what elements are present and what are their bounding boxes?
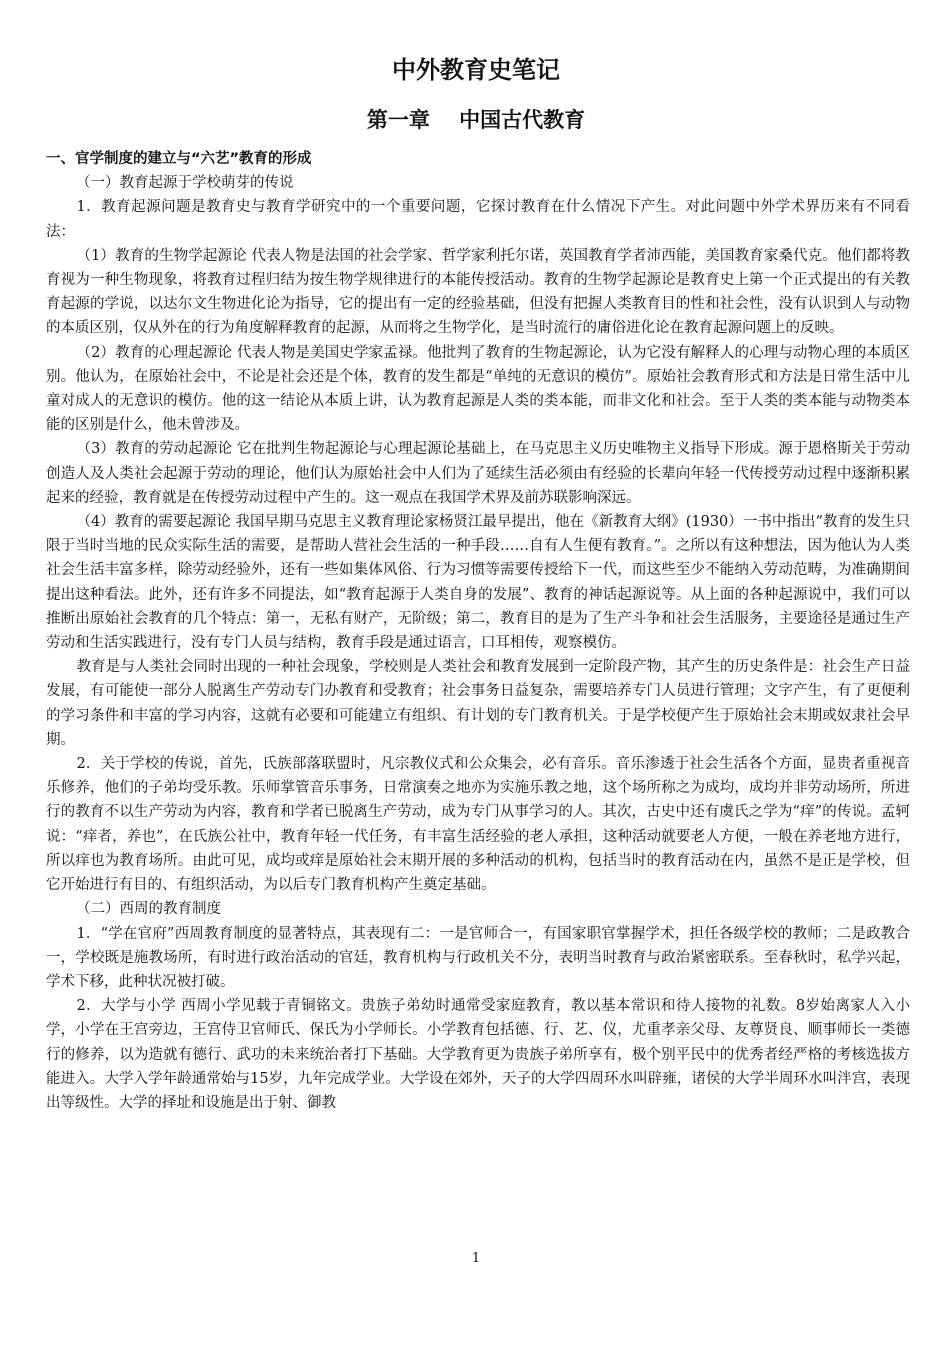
chapter-title: 第一章 中国古代教育 — [366, 108, 586, 132]
page-number: 1 — [471, 1251, 481, 1266]
paragraph: （2）教育的心理起源论 代表人物是美国史学家孟禄。他批判了教育的生物起源论，认为它没有解释人的心理与动物心理的本质区别。他认为，在原始社会中，不论是社会还是个体，教育的发生都是“单纯的无意识的模仿”。原始社会教育形式和方法是日常生活中儿童对成人的无意识的模仿。他的这一结论从本质上讲，认为教育起源是人类的类本能，而非文化和社会。至于人类的类本能与动物类本能的区别是什么，他未曾涉及。 — [46, 344, 910, 434]
paragraph: 2．关于学校的传说，首先，氏族部落联盟时，凡宗教仪式和公众集会，必有音乐。音乐渗透于社会生活各个方面，显贵者重视音乐修养，他们的子弟均受乐教。乐师掌管音乐事务，日常演奏之地亦为实施乐教之地，这个场所称之为成均，成均并非劳动场所，所进行的教育不以生产劳动为内容，教育和学者已脱离生产劳动，成为专门从事学习的人。其次，古史中还有虞氏之学为“痒”的传说。孟轲说：“痒者，养也”，在氏族公社中，教育年轻一代任务，有丰富生活经验的老人承担，这种活动就要老人方便，一般在养老地方进行，所以痒也为教育场所。由此可见，成均或痒是原始社会末期开展的多种活动的机构，包括当时的教育活动在内，虽然不是正是学校，但它开始进行有目的、有组织活动，为以后专门教育机构产生奠定基础。 — [46, 756, 910, 894]
paragraph: 教育是与人类社会同时出现的一种社会现象，学校则是人类社会和教育发展到一定阶段产物，其产生的历史条件是：社会生产日益发展，有可能使一部分人脱离生产劳动专门办教育和受教育；社会事务日益复杂，需要培养专门人员进行管理；文字产生，有了更便利的学习条件和丰富的学习内容，这就有必要和可能建立有组织、有计划的专门教育机关。于是学校便产生于原始社会末期或奴隶社会早期。 — [46, 659, 910, 748]
paragraph: 1．教育起源问题是教育史与教育学研究中的一个重要问题，它探讨教育在什么情况下产生。对此问题中外学术界历来有不同看法： — [46, 199, 910, 240]
section-heading: 一、官学制度的建立与“六艺”教育的形成 — [46, 151, 312, 167]
subsection-heading: （一）教育起源于学校萌芽的传说 — [76, 175, 294, 192]
paragraph: （3）教育的劳动起源论 它在批判生物起源论与心理起源论基础上，在马克思主义历史唯物主义指导下形成。源于恩格斯关于劳动创造人及人类社会起源于劳动的理论，他们认为原始社会中人们为了延续生活必须由有经验的长辈向年轻一代传授劳动过程中逐渐积累起来的经验，教育就是在传授劳动过程中产生的。这一观点在我国学术界及前苏联影响深远。 — [46, 441, 910, 506]
paragraph: （4）教育的需要起源论 我国早期马克思主义教育理论家杨贤江最早提出，他在《新教育大纲》(1930）一书中指出“教育的发生只限于当时当地的民众实际生活的需要，是帮助人营社会生活的一种手段……自有人生便有教育。”。之所以有这种想法，因为他认为人类社会生活丰富多样，除劳动经验外，还有一些如集体风俗、行为习惯等需要传授给下一代，而这些至少不能纳入劳动范畴，为准确期间提出这种看法。此外，还有许多不同提法，如“教育起源于人类自身的发展”、教育的神话起源说等。从上面的各种起源说中，我们可以推断出原始社会教育的几个特点：第一，无私有财产，无阶级；第二，教育目的是为了生产斗争和社会生活服务，主要途径是通过生产劳动和生活实践进行，没有专门人员与结构，教育手段是通过语言，口耳相传，观察模仿。 — [46, 514, 910, 652]
document-title: 中外教育史笔记 — [392, 56, 560, 84]
subsection-heading: （二）西周的教育制度 — [76, 901, 221, 918]
paragraph: 2．大学与小学 西周小学见载于青铜铭文。贵族子弟幼时通常受家庭教育，教以基本常识和待人接物的礼数。8岁始离家人入小学，小学在王宫旁边，王宫侍卫官师氏、保氏为小学师长。小学教育包括德、行、艺、仪，尤重孝亲父母、友尊贤良、顺事师长一类德行的修养，以为造就有德行、武功的未来统治者打下基础。大学教育更为贵族子弟所享有，极个别平民中的优秀者经严格的考核选拔方能进入。大学入学年龄通常始与15岁，九年完成学业。大学设在郊外，天子的大学四周环水叫辟雍，诸侯的大学半周环水叫泮宫，表现出等级性。大学的择址和设施是出于射、御教 — [46, 998, 910, 1111]
document-body — [46, 147, 910, 1115]
paragraph: 1．“学在官府”西周教育制度的显著特点，其表现有二：一是官师合一，有国家职官掌握学术，担任各级学校的教师；二是政教合一，学校既是施教场所，有时进行政治活动的官廷，教育机构与行政机关不分，表明当时教育与政治紧密联系。至春秋时，私学兴起，学术下移，此种状况被打破。 — [46, 925, 910, 990]
paragraph: （1）教育的生物学起源论 代表人物是法国的社会学家、哲学家利托尔诺，英国教育学者沛西能，美国教育家桑代克。他们都将教育视为一种生物现象，将教育过程归结为按生物学规律进行的本能传授活动。教育的生物学起源论是教育史上第一个正式提出的有关教育起源的学说，以达尔文生物进化论为指导，它的提出有一定的经验基础，但没有把握人类教育目的性和社会性，没有认识到人与动物的本质区别，仅从外在的行为角度解释教育的起源，从而将之生物学化，是当时流行的庸俗进化论在教育起源问题上的反映。 — [46, 247, 910, 337]
